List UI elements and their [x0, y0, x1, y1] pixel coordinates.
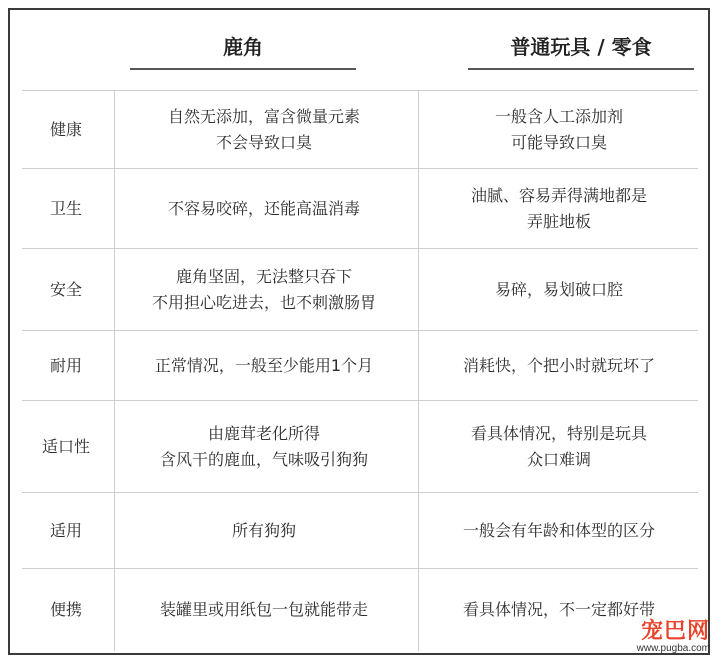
cell-line: 由鹿茸老化所得: [207, 424, 320, 443]
table-row: [22, 330, 698, 401]
row-label: [22, 401, 110, 493]
ordinary-cell: [418, 249, 699, 331]
table-row: [22, 90, 698, 169]
cell-line: 不容易咬碎，还能高温消毒: [167, 199, 360, 218]
ordinary-cell: [418, 493, 699, 569]
cell-line: 装罐里或用纸包一包就能带走: [159, 600, 368, 619]
watermark-brand: 宠巴网: [640, 619, 710, 644]
ordinary-cell: [418, 91, 699, 169]
cell-line: 一般含人工添加剂: [494, 107, 623, 126]
ordinary-cell: [418, 401, 699, 493]
cell-line: 弄脏地板: [526, 212, 591, 231]
cell-line: 自然无添加，富含微量元素: [167, 107, 360, 126]
antler-cell: [114, 493, 413, 569]
row-label: [22, 249, 110, 331]
table-row: [22, 168, 698, 249]
column-title-ordinary: 普通玩具 / 零食: [468, 28, 694, 70]
antler-cell: [114, 569, 413, 651]
ordinary-cell: [418, 331, 699, 401]
cell-line: 含风干的鹿血，气味吸引狗狗: [159, 450, 368, 469]
row-label-text: 适口性: [41, 437, 90, 456]
antler-cell: [114, 401, 413, 493]
cell-line: 看具体情况，特别是玩具: [470, 424, 647, 443]
column-title-antler: 鹿角: [130, 28, 356, 70]
row-label: [22, 91, 110, 169]
comparison-table: [8, 8, 710, 655]
cell-line: 油腻、容易弄得满地都是: [470, 186, 647, 205]
cell-line: 不用担心吃进去，也不刺激肠胃: [151, 293, 376, 312]
cell-line: 看具体情况，不一定都好带: [462, 600, 655, 619]
row-label-text: 便携: [49, 600, 82, 619]
cell-line: 易碎，易划破口腔: [494, 280, 623, 299]
cell-line: 众口难调: [526, 450, 591, 469]
antler-cell: [114, 249, 413, 331]
table-row: [22, 492, 698, 569]
watermark-url: www.pugba.com: [636, 643, 710, 654]
row-label: [22, 493, 110, 569]
row-label-text: 卫生: [49, 199, 82, 218]
cell-line: 可能导致口臭: [510, 133, 607, 152]
row-label: [22, 569, 110, 651]
ordinary-cell: [418, 169, 699, 249]
table-row: [22, 568, 698, 651]
antler-cell: [114, 331, 413, 401]
cell-line: 一般会有年龄和体型的区分: [462, 521, 655, 540]
table-row: [22, 400, 698, 493]
row-label-text: 适用: [49, 521, 82, 540]
cell-line: 消耗快，个把小时就玩坏了: [462, 356, 655, 375]
antler-cell: [114, 169, 413, 249]
table-header: [10, 10, 708, 84]
row-label: [22, 169, 110, 249]
table-row: [22, 248, 698, 331]
cell-line: 不会导致口臭: [215, 133, 312, 152]
row-label: [22, 331, 110, 401]
antler-cell: [114, 91, 413, 169]
cell-line: 鹿角坚固，无法整只吞下: [175, 267, 352, 286]
row-label-text: 耐用: [49, 356, 82, 375]
row-label-text: 健康: [49, 120, 82, 139]
cell-line: 正常情况，一般至少能用1个月: [154, 356, 374, 375]
watermark: [637, 621, 710, 655]
cell-line: 所有狗狗: [231, 521, 296, 540]
row-label-text: 安全: [49, 280, 82, 299]
